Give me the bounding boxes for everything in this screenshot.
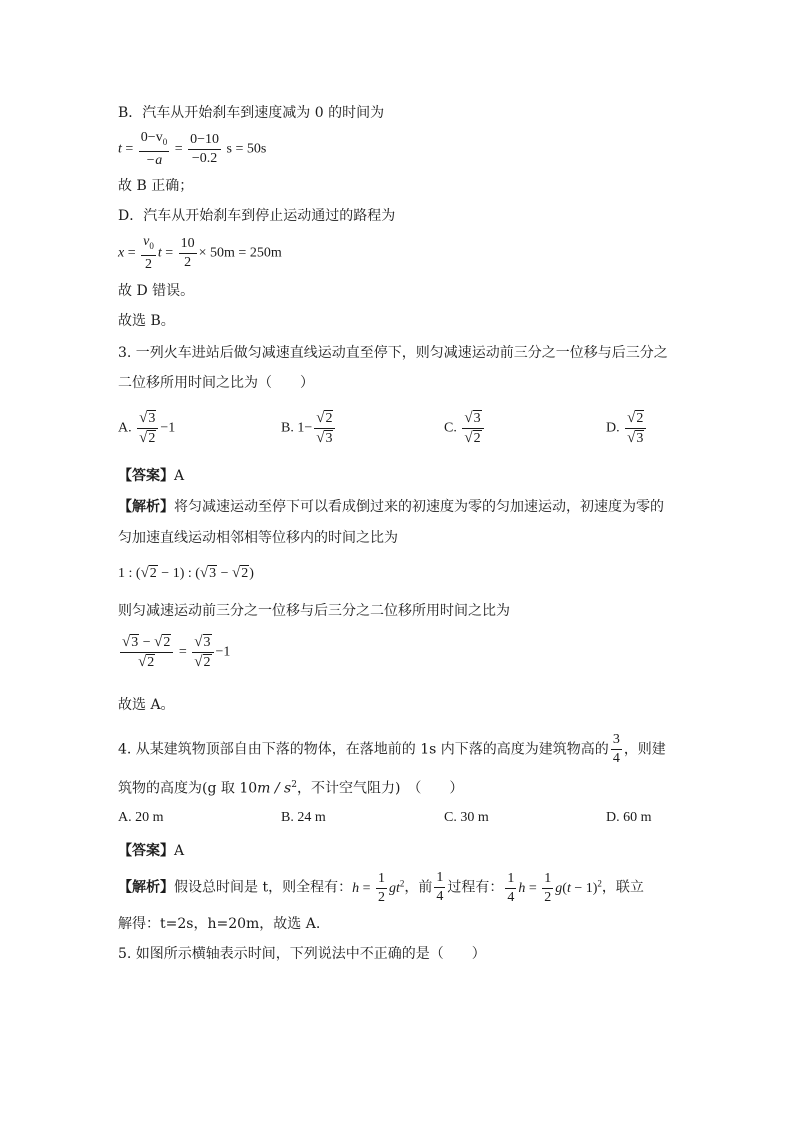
q3-option-d: D. $\frac{√2}{√3}$	[606, 410, 648, 447]
q4-stem-line1: 4. 从某建筑物顶部自由下落的物体，在落地前的 1s 内下落的高度为建筑物高的 $\frac{3}{4}$ ，则建	[118, 732, 666, 766]
q3-ratio-equation: $\frac{√3 - √2}{√2}$ = $\frac{√3}{√2}$ −1	[122, 634, 231, 670]
q3-option-b: B. 1− $\frac{√2}{√3}$	[281, 410, 337, 447]
q4-option-c: C. 30 m	[444, 810, 489, 825]
q4-option-a: A. 20 m	[118, 810, 164, 825]
q3-stem-line1: 3. 一列火车进站后做匀减速直线运动直至停下，则匀减速运动前三分之一位移与后三分之	[118, 345, 668, 361]
q4-option-b: B. 24 m	[281, 810, 326, 825]
q2-final-answer: 故选 B。	[118, 313, 175, 329]
section-d-label: D．汽车从开始刹车到停止运动通过的路程为	[118, 208, 396, 224]
q4-analysis-line2: 解得：t=2s，h=20m，故选 A.	[118, 916, 321, 932]
q3-analysis-line3: 则匀减速运动前三分之一位移与后三分之二位移所用时间之比为	[118, 603, 510, 619]
q4-analysis-line1: 【解析】假设总时间是 t，则全程有：h = $\frac{1}{2}$ $gt^2$，前 $\frac{1}{4}$ 过程有： $\frac{1}{4}$ h = $\frac{1}{2}$ $g(t - 1)^2$，联立	[118, 870, 644, 905]
q3-time-ratio: 1 : (√2 − 1) : (√3 − √2)	[118, 565, 254, 581]
q4-answer: 【答案】A	[118, 843, 185, 859]
q3-stem-line2: 二位移所用时间之比为（ ）	[118, 375, 314, 391]
q3-analysis-line2: 匀加速直线运动相邻相等位移内的时间之比为	[118, 530, 398, 546]
section-b-label: B．汽车从开始刹车到速度减为 0 的时间为	[118, 105, 385, 121]
q3-final-answer: 故选 A。	[118, 697, 175, 713]
q3-option-c: C. $\frac{√3}{√2}$	[444, 410, 486, 447]
q3-option-a: A. $\frac{√3}{√2}$ −1	[118, 410, 176, 446]
q4-option-d: D. 60 m	[606, 810, 652, 825]
section-b-equation: t = $\frac{0-v_0}{-a}$ = $\frac{0-10}{-0.2}$ s = 50s	[118, 130, 267, 168]
q5-stem: 5. 如图所示横轴表示时间，下列说法中不正确的是（ ）	[118, 946, 486, 962]
section-d-equation: x = $\frac{v_0}{2}$ t = $\frac{10}{2}$ × 50m = 250m	[118, 234, 282, 272]
section-d-conclusion: 故 D 错误。	[118, 283, 195, 299]
section-b-conclusion: 故 B 正确；	[118, 178, 194, 194]
q4-stem-line2: 筑物的高度为(g 取 $10m / s^2$，不计空气阻力) （ ）	[118, 780, 464, 797]
q3-answer: 【答案】A	[118, 468, 185, 484]
q3-analysis-line1: 【解析】将匀减速运动至停下可以看成倒过来的初速度为零的匀加速运动，初速度为零的	[118, 499, 664, 515]
